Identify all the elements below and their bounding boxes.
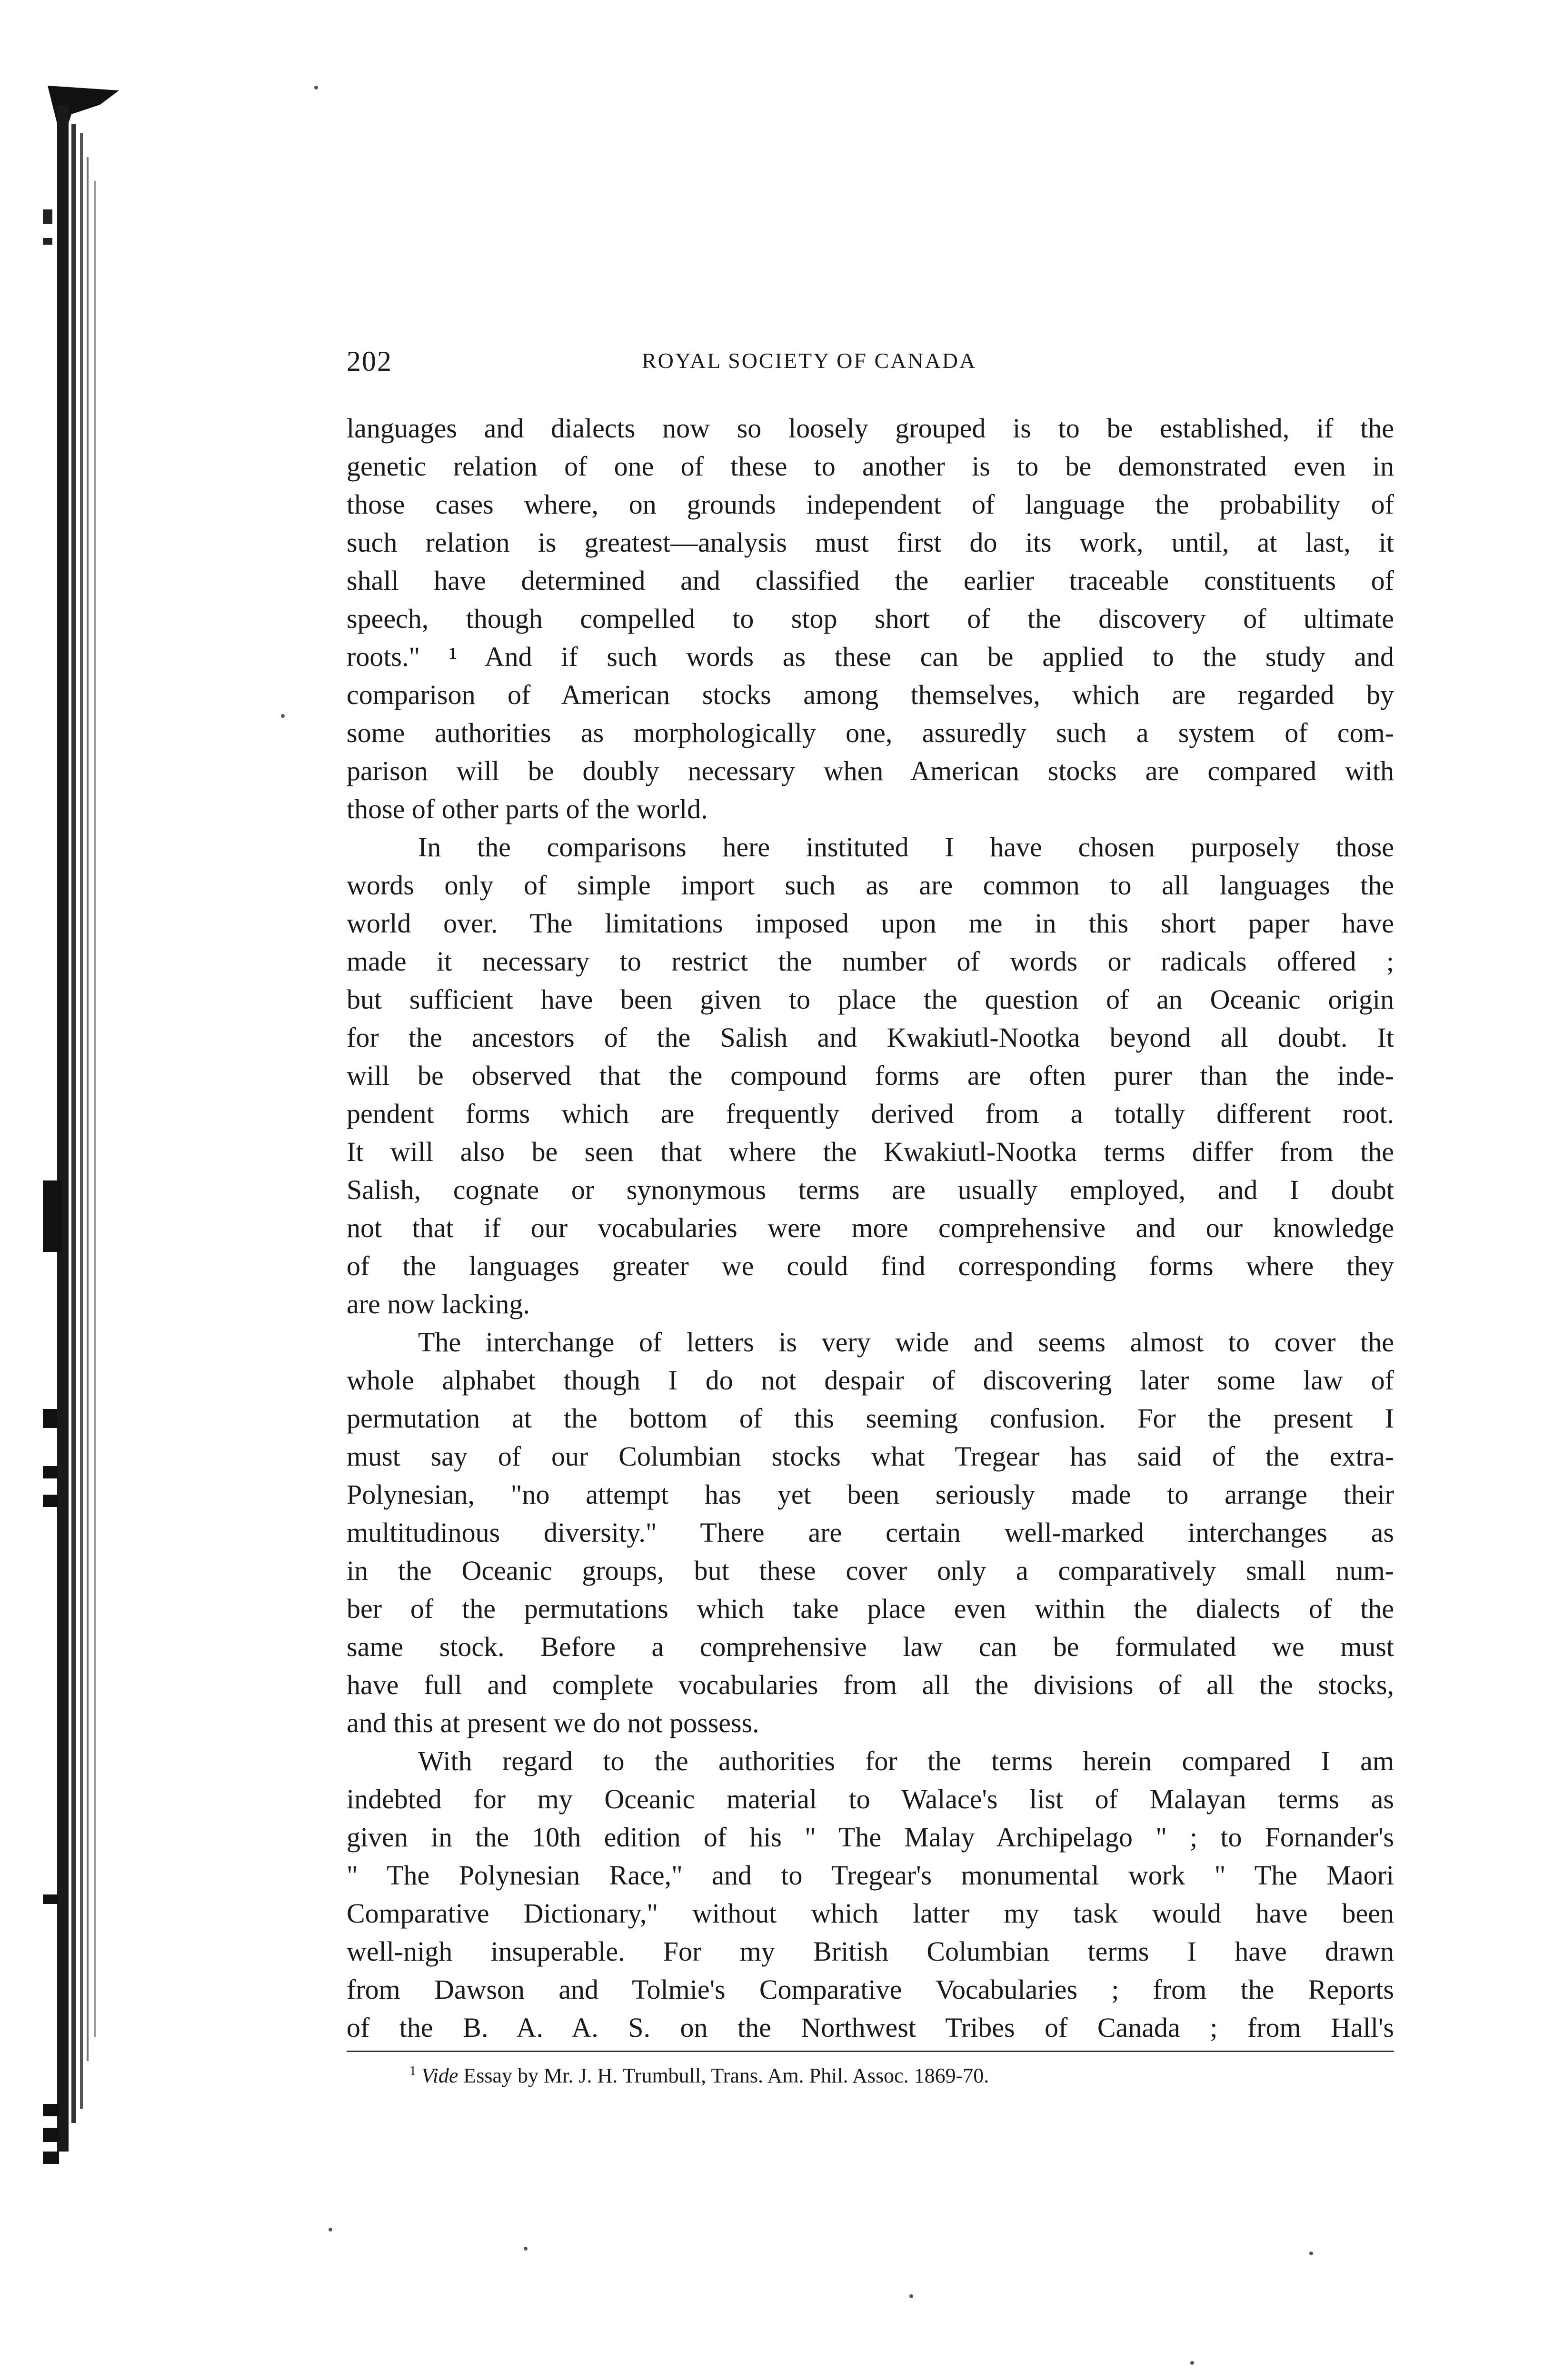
text-line: Polynesian, "no attempt has yet been seriously made to arrange their [347,1479,1394,1510]
running-head: ROYAL SOCIETY OF CANADA [642,348,977,373]
text-line: Salish, cognate or synonymous terms are usually employed, and I doubt [347,1174,1394,1205]
text-line: and this at present we do not possess. [347,1707,759,1738]
text-line: well-nigh insuperable. For my British Columbian terms I have drawn [347,1936,1394,1967]
text-line: ber of the permutations which take place even within the dialects of the [347,1593,1394,1624]
text-line: roots." ¹ And if such words as these can be applied to the study and [347,641,1394,672]
page-number: 202 [347,346,392,377]
text-line: some authorities as morphologically one, assuredly such a system of com- [347,717,1394,748]
text-line: have full and complete vocabularies from all the divisions of all the stocks, [347,1669,1394,1700]
text-line: will be observed that the compound forms are often purer than the inde- [347,1060,1394,1091]
text-line: indebted for my Oceanic material to Walace's list of Malayan terms as [347,1784,1394,1815]
body-text [347,409,1394,2047]
text-line: such relation is greatest—analysis must first do its work, until, at last, it [347,527,1394,558]
text-line: in the Oceanic groups, but these cover only a comparatively small num- [347,1555,1394,1586]
text-line: from Dawson and Tolmie's Comparative Vocabularies ; from the Reports [347,1974,1394,2005]
scan-speck [524,2247,528,2251]
footnote-marker: 1 [409,2063,416,2079]
text-line: for the ancestors of the Salish and Kwakiutl-Nootka beyond all doubt. It [347,1022,1394,1053]
text-line: comparison of American stocks among themselves, which are regarded by [347,679,1394,710]
text-line: permutation at the bottom of this seeming confusion. For the present I [347,1403,1394,1434]
page-header [347,345,1108,383]
footnote-rule [347,2051,1394,2052]
text-line: of the B. A. A. S. on the Northwest Tribes of Canada ; from Hall's [347,2012,1394,2043]
text-line: parison will be doubly necessary when American stocks are compared with [347,755,1394,786]
text-line: must say of our Columbian stocks what Tregear has said of the extra- [347,1441,1394,1472]
text-line: pendent forms which are frequently derived from a totally different root. [347,1098,1394,1129]
text-line: multitudinous diversity." There are certain well-marked interchanges as [347,1517,1394,1548]
text-line: shall have determined and classified the earlier traceable constituents of [347,565,1394,596]
text-line: The interchange of letters is very wide and seems almost to cover the [418,1327,1394,1358]
text-line: genetic relation of one of these to another is to be demonstrated even in [347,451,1394,482]
text-line: words only of simple import such as are common to all languages the [347,870,1394,901]
footnote [409,2063,989,2088]
text-line: languages and dialects now so loosely grouped is to be established, if the [347,413,1394,444]
text-line: speech, though compelled to stop short of the discovery of ultimate [347,603,1394,634]
text-line: those of other parts of the world. [347,793,708,824]
scan-speck [1309,2251,1313,2255]
text-line: world over. The limitations imposed upon me in this short paper have [347,908,1394,939]
text-line: " The Polynesian Race," and to Tregear's monumental work " The Maori [347,1860,1394,1891]
text-line: whole alphabet though I do not despair of discovering later some law of [347,1365,1394,1396]
text-line: In the comparisons here instituted I have chosen purposely those [418,832,1394,863]
text-line: made it necessary to restrict the number of words or radicals offered ; [347,946,1394,977]
text-line: same stock. Before a comprehensive law can be formulated we must [347,1631,1394,1662]
text-line: not that if our vocabularies were more comprehensive and our knowledge [347,1212,1394,1243]
scan-speck [314,86,318,89]
footnote-text: Essay by Mr. J. H. Trumbull, Trans. Am. Phil. Assoc. 1869-70. [463,2064,989,2087]
scan-speck [1190,2361,1194,2365]
footnote-italic: Vide [421,2064,458,2087]
text-line: Comparative Dictionary," without which latter my task would have been [347,1898,1394,1929]
text-line: but sufficient have been given to place the question of an Oceanic origin [347,984,1394,1015]
text-line: It will also be seen that where the Kwakiutl-Nootka terms differ from the [347,1136,1394,1167]
scan-speck [281,714,285,718]
text-line: With regard to the authorities for the terms herein compared I am [418,1745,1394,1776]
text-line: those cases where, on grounds independent of language the probability of [347,489,1394,520]
binding-edge-artifact [43,86,124,2180]
text-line: are now lacking. [347,1289,530,1319]
scan-speck [329,2228,332,2231]
text-line: of the languages greater we could find corresponding forms where they [347,1250,1394,1281]
scan-speck [909,2294,913,2298]
text-line: given in the 10th edition of his " The Malay Archipelago " ; to Fornander's [347,1822,1394,1853]
